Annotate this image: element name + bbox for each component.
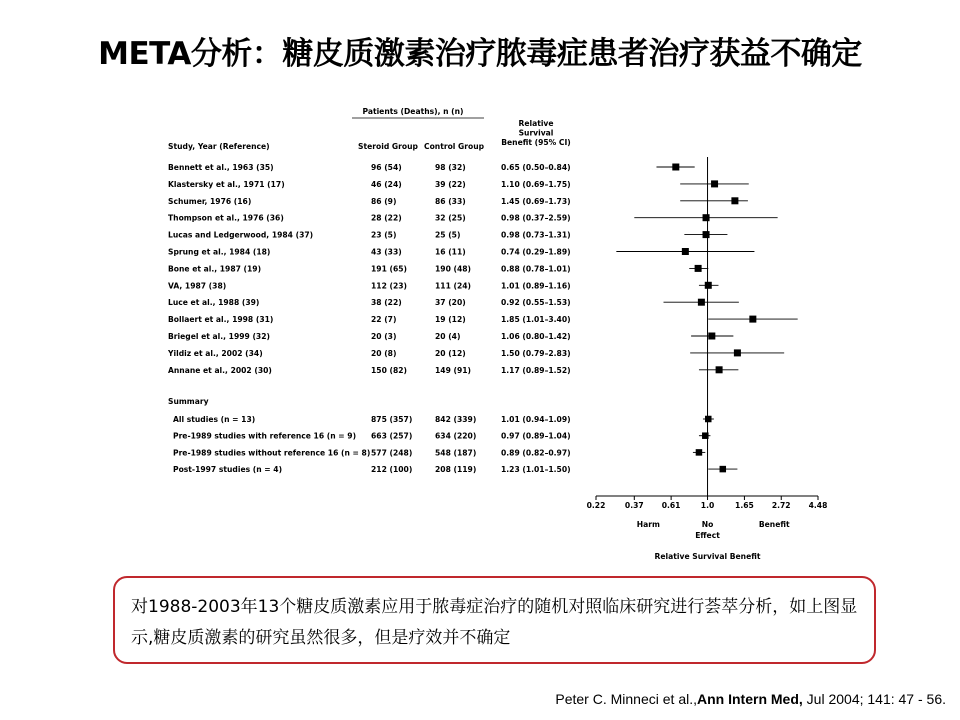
control-value: 208 (119) — [435, 465, 477, 475]
steroid-value: 28 (22) — [371, 213, 402, 223]
control-value: 19 (12) — [435, 315, 466, 325]
point-estimate — [716, 366, 723, 373]
x-tick-label: 0.37 — [624, 501, 644, 510]
steroid-value: 663 (257) — [371, 431, 413, 441]
point-estimate — [698, 299, 705, 306]
steroid-value: 23 (5) — [371, 230, 397, 240]
x-tick-label: 0.61 — [661, 501, 681, 510]
control-value: 98 (32) — [435, 163, 466, 172]
control-value: 548 (187) — [435, 448, 477, 458]
x-tick-label: 4.48 — [808, 501, 828, 510]
steroid-value: 20 (3) — [371, 332, 397, 341]
rsb-value: 1.45 (0.69–1.73) — [501, 196, 571, 206]
header-rsb-line: Survival — [518, 128, 554, 138]
control-value: 634 (220) — [435, 431, 477, 441]
point-estimate — [705, 416, 712, 423]
header-control: Control Group — [424, 142, 485, 151]
steroid-value: 212 (100) — [371, 465, 413, 475]
axis-caption: Effect — [695, 531, 720, 540]
steroid-value: 96 (54) — [371, 163, 402, 172]
x-tick-label: 2.72 — [771, 501, 791, 510]
control-value: 149 (91) — [435, 365, 472, 375]
x-axis-label: Relative Survival Benefit — [654, 552, 761, 561]
point-estimate — [720, 466, 727, 473]
study-label: Schumer, 1976 (16) — [168, 196, 252, 206]
callout-text: 对1988-2003年13个糖皮质激素应用于脓毒症治疗的随机对照临床研究进行荟萃分析，如上图显示,糖皮质激素的研究虽然很多，但是疗效并不确定 — [131, 597, 858, 648]
point-estimate — [749, 316, 756, 323]
citation-authors: Peter C. Minneci et al., — [555, 691, 697, 707]
summary-label: All studies (n = 13) — [173, 415, 256, 424]
callout-box — [113, 576, 876, 664]
point-estimate — [731, 197, 738, 204]
control-value: 842 (339) — [435, 415, 477, 424]
rsb-value: 1.10 (0.69–1.75) — [501, 179, 571, 189]
point-estimate — [702, 432, 709, 439]
point-estimate — [703, 214, 710, 221]
study-label: Briegel et al., 1999 (32) — [168, 332, 270, 341]
citation — [555, 691, 946, 707]
rsb-value: 0.65 (0.50–0.84) — [501, 163, 571, 172]
header-patients: Patients (Deaths), n (n) — [362, 107, 464, 116]
rsb-value: 0.92 (0.55–1.53) — [501, 298, 571, 308]
point-estimate — [708, 333, 715, 340]
rsb-value: 0.89 (0.82–0.97) — [501, 448, 571, 458]
study-label: Bone et al., 1987 (19) — [168, 264, 262, 274]
control-value: 25 (5) — [435, 230, 461, 240]
study-label: Bollaert et al., 1998 (31) — [168, 315, 274, 325]
steroid-value: 43 (33) — [371, 247, 402, 257]
study-label: Yildiz et al., 2002 (34) — [168, 348, 263, 358]
axis-caption: Harm — [636, 520, 660, 529]
steroid-value: 577 (248) — [371, 448, 413, 458]
study-label: Lucas and Ledgerwood, 1984 (37) — [168, 230, 314, 240]
rsb-value: 0.98 (0.73–1.31) — [501, 230, 571, 240]
point-estimate — [682, 248, 689, 255]
axis-caption: Benefit — [758, 520, 790, 529]
summary-label: Pre-1989 studies without reference 16 (n = 8) — [173, 448, 371, 458]
citation-details: Jul 2004; 141: 47 - 56. — [802, 691, 946, 707]
point-estimate — [672, 164, 679, 171]
header-study: Study, Year (Reference) — [168, 142, 270, 151]
study-label: VA, 1987 (38) — [168, 281, 227, 291]
steroid-value: 150 (82) — [371, 365, 408, 375]
rsb-value: 1.85 (1.01–3.40) — [501, 315, 571, 325]
axis-caption: No — [701, 520, 714, 529]
study-label: Thompson et al., 1976 (36) — [168, 213, 284, 223]
steroid-value: 191 (65) — [371, 264, 408, 274]
rsb-value: 0.74 (0.29–1.89) — [501, 247, 571, 257]
steroid-value: 112 (23) — [371, 281, 408, 291]
study-label: Sprung et al., 1984 (18) — [168, 247, 271, 257]
study-label: Annane et al., 2002 (30) — [168, 365, 272, 375]
steroid-value: 875 (357) — [371, 415, 413, 424]
rsb-value: 1.06 (0.80–1.42) — [501, 332, 571, 341]
rsb-value: 1.01 (0.89–1.16) — [501, 281, 571, 291]
summary-label: Pre-1989 studies with reference 16 (n = 9) — [173, 431, 357, 441]
rsb-value: 1.50 (0.79–2.83) — [501, 348, 571, 358]
x-tick-label: 1.0 — [700, 501, 715, 510]
rsb-value: 1.01 (0.94–1.09) — [501, 415, 571, 424]
steroid-value: 38 (22) — [371, 298, 402, 308]
slide-title: META分析：糖皮质激素治疗脓毒症患者治疗获益不确定 — [98, 36, 862, 72]
point-estimate — [711, 180, 718, 187]
header-rsb-line: Benefit (95% CI) — [501, 138, 571, 147]
control-value: 111 (24) — [435, 281, 472, 291]
control-value: 20 (12) — [435, 348, 466, 358]
control-value: 16 (11) — [435, 247, 466, 257]
point-estimate — [695, 265, 702, 272]
citation-journal: Ann Intern Med, — [697, 691, 803, 707]
control-value: 39 (22) — [435, 179, 466, 189]
rsb-value: 0.97 (0.89–1.04) — [501, 431, 571, 441]
study-label: Luce et al., 1988 (39) — [168, 298, 260, 308]
rsb-value: 0.98 (0.37–2.59) — [501, 213, 571, 223]
steroid-value: 86 (9) — [371, 196, 397, 206]
summary-label: Post-1997 studies (n = 4) — [173, 465, 283, 475]
control-value: 37 (20) — [435, 298, 466, 308]
header-steroid: Steroid Group — [358, 142, 418, 151]
study-label: Klastersky et al., 1971 (17) — [168, 179, 285, 189]
control-value: 32 (25) — [435, 213, 466, 223]
control-value: 20 (4) — [435, 332, 461, 341]
rsb-value: 0.88 (0.78–1.01) — [501, 264, 571, 274]
header-rsb-line: Relative — [518, 119, 554, 128]
summary-heading: Summary — [168, 397, 209, 406]
rsb-value: 1.23 (1.01–1.50) — [501, 465, 571, 475]
study-label: Bennett et al., 1963 (35) — [168, 163, 274, 172]
steroid-value: 22 (7) — [371, 315, 397, 325]
x-tick-label: 0.22 — [586, 501, 606, 510]
point-estimate — [696, 449, 703, 456]
rsb-value: 1.17 (0.89–1.52) — [501, 365, 571, 375]
control-value: 190 (48) — [435, 264, 472, 274]
point-estimate — [705, 282, 712, 289]
x-tick-label: 1.65 — [735, 501, 754, 510]
point-estimate — [734, 349, 741, 356]
steroid-value: 46 (24) — [371, 179, 402, 189]
point-estimate — [703, 231, 710, 238]
steroid-value: 20 (8) — [371, 348, 397, 358]
control-value: 86 (33) — [435, 196, 466, 206]
